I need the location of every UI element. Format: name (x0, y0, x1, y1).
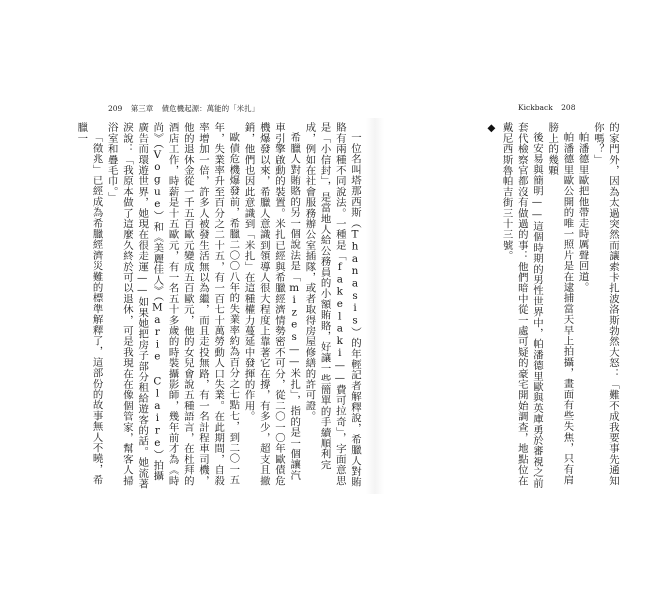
right-page-body (388, 122, 620, 490)
chapter-title: 債危機起源：萬能的「米扎」 (161, 104, 260, 113)
paragraph: 帕潘德里歐公開的唯一照片是在逮捕當天早上拍攝，畫面有些失焦，只有肩膀上的幾顆 (546, 122, 574, 486)
book-title: Kickback (518, 103, 553, 112)
paragraph: 歐債危機爆發前，希臘二〇〇八年的失業率約為百分之七點七，到二〇一五年，失業率升至百分之二十五，有一百七十萬勞動人口失業。在此期間，自殺率增加一倍，許多人被發生活無以為繼，而且走投無路，有一名計程車司機，他的退休金從一千五百歐元變成五百歐元，他的女兒會說五種語言，在杜拜的酒店工作，時薪是十五歐元，有一名五十多歲的時裝攝影師，幾年前才為《時尚》（Vogue）和《美麗佳人》（Marie Claire）拍攝廣告而環遊世界，她現在很走運——如果她把房子部分租給遊客的話。她流著淚說：「我原本做了這麼久終於可以退休，可是我現在在像個管家，幫客人掃浴室和疊毛巾。」 (105, 122, 240, 489)
paragraph: 帕潘德里歐把他帶走時厲聲回道。 (576, 132, 589, 293)
section-divider-icon: ◆ (485, 122, 498, 135)
chapter-label: 第三章 (130, 104, 154, 113)
right-page-header (518, 103, 581, 112)
paragraph: 後安易與簡明——這個時期的男性世界中，帕潘德里歐與英庫勇於審視之前套代檢察官都沒有做過的事：他們暗中從一處可疑的豪宅開始調查，地點位在戴尼西斯魯帕吉街三十三號。 (500, 122, 543, 489)
paragraph: 一位名叫塔那西斯（Thanasis）的年輕記者解釋說，希臘人對賄賂有兩種不同說法。一種是「fakelaki——費可拉奇」，字面意思是「小信封」，是當地人給公務員的小額賄賂，好讓一些簡單的手續順利完成，例如在社會服務辦公室插隊，或者取得房屋修繕的許可證。 (303, 122, 361, 488)
book-gutter (366, 118, 384, 494)
paragraph: 「徵兆」已經成為希臘經濟災難的標準解釋了，這部份的故事無人不曉，希臘一 (75, 122, 103, 486)
left-page-header (108, 103, 265, 114)
left-page-number: 209 (108, 104, 123, 113)
paragraph: 的家門外，因為太過突然而讓索卡扎波洛斯勃然大怒：「難不成我要事先通知你嗎？」 (591, 122, 619, 486)
left-page-body (75, 122, 362, 490)
paragraph: 希臘人對賄賂的另一個說法是「mizes——米扎」，指的是一個讓汽車引擎啟動的裝置。米扎已經與希臘經濟情勢密不可分，從二〇一〇年歐債危機爆發以來，希臘人意識到領導人很大程度上靠著它在撐，有多少，超支且撤銷，他們也因此意識到「米扎」在這種權力蔓延中發揮的作用。 (242, 122, 301, 486)
right-page-number: 208 (561, 103, 576, 112)
